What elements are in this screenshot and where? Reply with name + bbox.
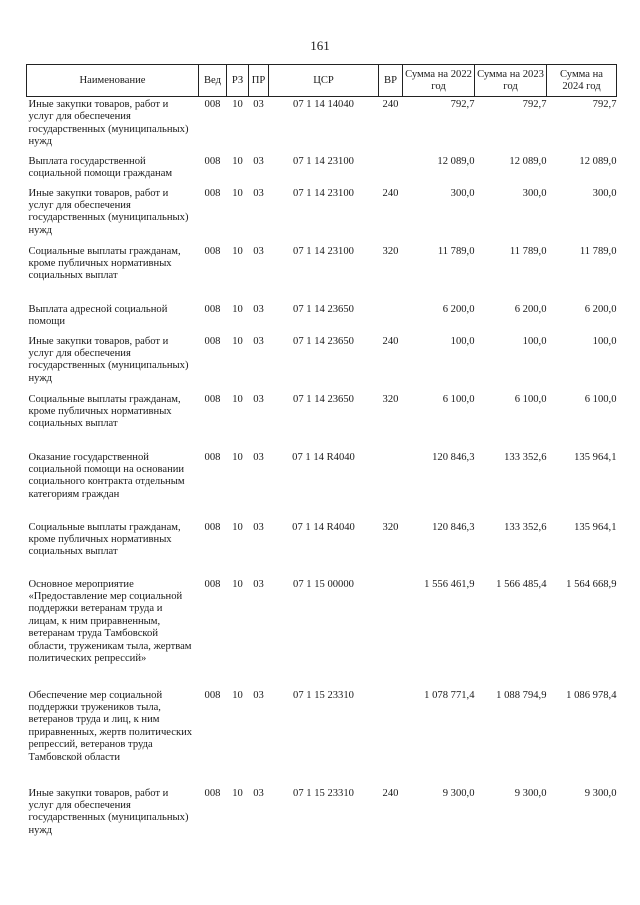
row-csr: 07 1 14 23100 bbox=[293, 245, 354, 257]
row-sum-2022: 1 556 461,9 bbox=[424, 578, 475, 590]
header-name: Наименование bbox=[27, 65, 199, 97]
row-sum-2024: 300,0 bbox=[592, 187, 617, 199]
row-name: Социальные выплаты гражданам, кроме публичных нормативных социальных выплат bbox=[28, 393, 181, 430]
row-ved: 008 bbox=[204, 393, 221, 405]
header-vr: ВР bbox=[379, 65, 403, 97]
row-sum-2022: 9 300,0 bbox=[442, 787, 475, 799]
row-name: Социальные выплаты гражданам, кроме публичных нормативных социальных выплат bbox=[28, 521, 181, 558]
row-name: Выплата государственной социальной помощи гражданам bbox=[28, 155, 173, 179]
row-sum-2023: 133 352,6 bbox=[504, 521, 547, 533]
row-sum-2023: 792,7 bbox=[522, 99, 547, 110]
row-sum-2022: 1 078 771,4 bbox=[424, 689, 475, 701]
row-sum-2023: 1 566 485,4 bbox=[496, 578, 547, 590]
row-vr: 240 bbox=[382, 99, 399, 110]
table-row bbox=[27, 244, 617, 302]
table-header bbox=[27, 65, 617, 97]
row-sum-2023: 300,0 bbox=[522, 187, 547, 199]
header-sum-2024: Сумма на 2024 год bbox=[547, 65, 617, 97]
header-rz: РЗ bbox=[227, 65, 249, 97]
table-row bbox=[27, 154, 617, 186]
row-vr: 320 bbox=[382, 521, 399, 533]
row-pr: 03 bbox=[253, 187, 264, 199]
header-pr: ПР bbox=[249, 65, 269, 97]
row-sum-2024: 135 964,1 bbox=[574, 451, 617, 463]
row-vr bbox=[379, 154, 403, 186]
header-csr: ЦСР bbox=[269, 65, 379, 97]
table-row bbox=[27, 577, 617, 688]
row-csr: 07 1 15 23310 bbox=[293, 787, 354, 799]
row-sum-2024: 1 086 978,4 bbox=[566, 689, 617, 701]
row-sum-2024: 12 089,0 bbox=[579, 155, 617, 167]
row-rz: 10 bbox=[232, 245, 243, 257]
row-ved: 008 bbox=[204, 787, 221, 799]
row-ved: 008 bbox=[204, 521, 221, 533]
row-sum-2022: 6 100,0 bbox=[442, 393, 475, 405]
table-row bbox=[27, 520, 617, 577]
row-pr: 03 bbox=[253, 155, 264, 167]
row-sum-2022: 6 200,0 bbox=[442, 303, 475, 315]
row-rz: 10 bbox=[232, 578, 243, 590]
row-name: Иные закупки товаров, работ и услуг для обеспечения государственных (муниципальных) нужд bbox=[28, 99, 189, 148]
row-pr: 03 bbox=[253, 787, 264, 799]
row-csr: 07 1 14 R4040 bbox=[292, 521, 355, 533]
row-vr bbox=[379, 302, 403, 334]
row-sum-2024: 6 200,0 bbox=[584, 303, 617, 315]
row-csr: 07 1 14 23650 bbox=[293, 393, 354, 405]
row-csr: 07 1 14 14040 bbox=[293, 99, 354, 110]
row-pr: 03 bbox=[253, 393, 264, 405]
row-name: Обеспечение мер социальной поддержки тружеников тыла, ветеранов труда и лиц, к ним приравненных, жертв политических репрессий, ветеранов труда Тамбовской области bbox=[28, 689, 193, 763]
row-sum-2023: 6 200,0 bbox=[514, 303, 547, 315]
row-csr: 07 1 14 23100 bbox=[293, 187, 354, 199]
row-pr: 03 bbox=[253, 245, 264, 257]
row-sum-2023: 11 789,0 bbox=[509, 245, 547, 257]
row-vr bbox=[379, 577, 403, 688]
table-body bbox=[27, 97, 617, 842]
row-vr bbox=[379, 688, 403, 786]
row-name: Иные закупки товаров, работ и услуг для обеспечения государственных (муниципальных) нужд bbox=[28, 787, 189, 836]
row-name: Социальные выплаты гражданам, кроме публичных нормативных социальных выплат bbox=[28, 245, 181, 282]
row-csr: 07 1 15 00000 bbox=[293, 578, 354, 590]
row-sum-2024: 135 964,1 bbox=[574, 521, 617, 533]
row-sum-2022: 120 846,3 bbox=[432, 521, 475, 533]
row-vr: 240 bbox=[382, 187, 399, 199]
row-ved: 008 bbox=[204, 155, 221, 167]
table-row bbox=[27, 302, 617, 334]
row-vr: 240 bbox=[382, 787, 399, 799]
row-rz: 10 bbox=[232, 787, 243, 799]
row-rz: 10 bbox=[232, 155, 243, 167]
row-sum-2024: 792,7 bbox=[592, 99, 617, 110]
row-sum-2022: 11 789,0 bbox=[437, 245, 475, 257]
row-ved: 008 bbox=[204, 578, 221, 590]
budget-table bbox=[26, 64, 617, 842]
row-vr: 240 bbox=[382, 335, 399, 347]
row-pr: 03 bbox=[253, 335, 264, 347]
row-sum-2024: 6 100,0 bbox=[584, 393, 617, 405]
header-sum-2022: Сумма на 2022 год bbox=[403, 65, 475, 97]
table-row bbox=[27, 186, 617, 244]
row-rz: 10 bbox=[232, 451, 243, 463]
row-rz: 10 bbox=[232, 99, 243, 110]
table-row bbox=[27, 334, 617, 392]
row-rz: 10 bbox=[232, 689, 243, 701]
row-sum-2024: 9 300,0 bbox=[584, 787, 617, 799]
row-sum-2023: 6 100,0 bbox=[514, 393, 547, 405]
row-ved: 008 bbox=[204, 99, 221, 110]
row-name: Основное мероприятие «Предоставление мер социальной поддержки ветеранам труда и лицам, к ним приравненным, ветеранам труда Тамбовской области, труженикам тыла, жертвам политических репрессий» bbox=[28, 578, 192, 664]
row-rz: 10 bbox=[232, 393, 243, 405]
row-sum-2024: 1 564 668,9 bbox=[566, 578, 617, 590]
row-sum-2023: 100,0 bbox=[522, 335, 547, 347]
row-sum-2022: 100,0 bbox=[450, 335, 475, 347]
row-rz: 10 bbox=[232, 335, 243, 347]
row-sum-2022: 12 089,0 bbox=[437, 155, 475, 167]
header-sum-2023: Сумма на 2023 год bbox=[475, 65, 547, 97]
row-rz: 10 bbox=[232, 521, 243, 533]
row-pr: 03 bbox=[253, 689, 264, 701]
row-vr bbox=[379, 450, 403, 520]
row-csr: 07 1 14 23100 bbox=[293, 155, 354, 167]
table-row bbox=[27, 97, 617, 154]
row-pr: 03 bbox=[253, 578, 264, 590]
row-name: Оказание государственной социальной помощи на основании социального контракта отдельным категориям граждан bbox=[28, 451, 185, 500]
row-name: Иные закупки товаров, работ и услуг для обеспечения государственных (муниципальных) нужд bbox=[28, 335, 189, 384]
row-sum-2022: 792,7 bbox=[450, 99, 475, 110]
table-row bbox=[27, 688, 617, 786]
row-ved: 008 bbox=[204, 187, 221, 199]
row-sum-2022: 300,0 bbox=[450, 187, 475, 199]
row-pr: 03 bbox=[253, 99, 264, 110]
row-name: Иные закупки товаров, работ и услуг для обеспечения государственных (муниципальных) нужд bbox=[28, 187, 189, 236]
row-ved: 008 bbox=[204, 303, 221, 315]
row-ved: 008 bbox=[204, 451, 221, 463]
row-sum-2023: 133 352,6 bbox=[504, 451, 547, 463]
row-pr: 03 bbox=[253, 521, 264, 533]
row-sum-2022: 120 846,3 bbox=[432, 451, 475, 463]
row-ved: 008 bbox=[204, 245, 221, 257]
row-sum-2023: 9 300,0 bbox=[514, 787, 547, 799]
row-sum-2024: 11 789,0 bbox=[579, 245, 617, 257]
row-sum-2023: 12 089,0 bbox=[509, 155, 547, 167]
row-csr: 07 1 14 R4040 bbox=[292, 451, 355, 463]
row-rz: 10 bbox=[232, 187, 243, 199]
header-ved: Вед bbox=[199, 65, 227, 97]
row-ved: 008 bbox=[204, 689, 221, 701]
row-name: Выплата адресной социальной помощи bbox=[28, 303, 168, 327]
table-row bbox=[27, 450, 617, 520]
row-rz: 10 bbox=[232, 303, 243, 315]
row-csr: 07 1 15 23310 bbox=[293, 689, 354, 701]
row-sum-2023: 1 088 794,9 bbox=[496, 689, 547, 701]
row-pr: 03 bbox=[253, 303, 264, 315]
table-row bbox=[27, 786, 617, 842]
table-row bbox=[27, 392, 617, 450]
row-vr: 320 bbox=[382, 245, 399, 257]
row-pr: 03 bbox=[253, 451, 264, 463]
row-vr: 320 bbox=[382, 393, 399, 405]
page-number: 161 bbox=[310, 38, 330, 53]
row-csr: 07 1 14 23650 bbox=[293, 335, 354, 347]
row-ved: 008 bbox=[204, 335, 221, 347]
row-csr: 07 1 14 23650 bbox=[293, 303, 354, 315]
row-sum-2024: 100,0 bbox=[592, 335, 617, 347]
